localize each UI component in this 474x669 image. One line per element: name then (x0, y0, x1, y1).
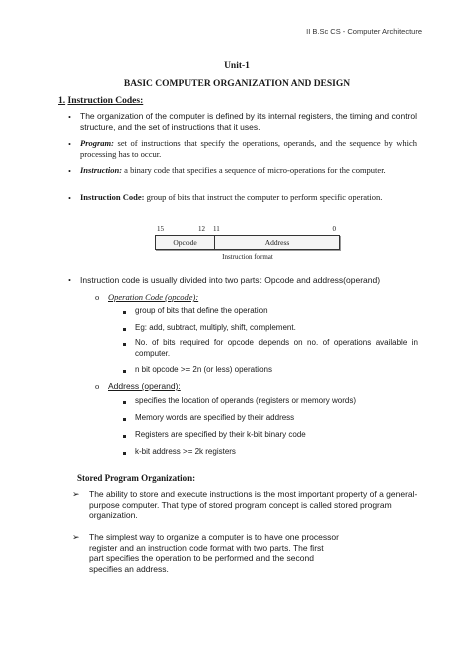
def-program: set of instructions that specify the operations, operands, and the sequence by which processing has to occur. (80, 138, 417, 159)
bullet-marker: • (68, 139, 71, 149)
address-field: Address (264, 238, 290, 247)
address-item: Registers are specified by their k-bit binary code (135, 430, 306, 439)
square-bullet (123, 311, 126, 314)
address-section-title: Address (operand): (108, 381, 181, 391)
bit-15-label: 15 (157, 225, 164, 233)
address-item: Memory words are specified by their address (135, 413, 295, 422)
opcode-item: Eg: add, subtract, multiply, shift, complement. (135, 323, 296, 332)
stored-item: The simplest way to organize a computer is to have one processor register and an instruction code format with two parts. The first part specifies the operation to be performed and the second specifies an address. (89, 532, 339, 574)
bullet-instruction-code (80, 192, 417, 203)
bullet-marker: • (68, 166, 71, 176)
bullet-marker: • (68, 112, 71, 122)
opcode-item: No. of bits required for opcode depends on no. of operations available in computer. (135, 338, 418, 358)
bit-11-label: 11 (213, 225, 220, 233)
stored-program-heading: Stored Program Organization: (77, 473, 196, 483)
arrow-marker: ➢ (72, 489, 80, 499)
term-instruction: Instruction: (80, 165, 123, 175)
course-header: II B.Sc CS - Computer Architecture (306, 27, 422, 36)
sub-marker: o (95, 381, 100, 391)
page-title: BASIC COMPUTER ORGANIZATION AND DESIGN (123, 79, 351, 89)
bullet-program (80, 138, 417, 159)
square-bullet (123, 418, 126, 421)
bullet-marker: • (68, 193, 71, 203)
term-instruction-code: Instruction Code: (80, 192, 145, 202)
address-item: specifies the location of operands (registers or memory words) (135, 396, 356, 405)
square-bullet (123, 328, 126, 331)
def-instruction: a binary code that specifies a sequence of micro-operations for the computer. (122, 165, 386, 175)
format-box (155, 235, 340, 250)
bullet-instruction (80, 165, 417, 176)
bit-0-label: 0 (332, 225, 336, 233)
opcode-item: n bit opcode >= 2n (or less) operations (135, 365, 272, 374)
square-bullet (123, 452, 126, 455)
address-item: k-bit address >= 2k registers (135, 447, 236, 456)
stored-item: The ability to store and execute instructions is the most important property of a general-purpose computer. That type of stored program concept is called stored program organization. (89, 489, 418, 520)
bullet-marker: • (68, 275, 71, 285)
opcode-section-title: Operation Code (opcode): (108, 292, 199, 302)
square-bullet (123, 435, 126, 438)
square-bullet (123, 401, 126, 404)
opcode-item: group of bits that define the operation (135, 306, 268, 315)
arrow-marker: ➢ (72, 532, 80, 542)
section-number: 1. (58, 96, 66, 106)
bullet-text: The organization of the computer is defined by its internal registers, the timing and control structure, and the set of instructions that it uses. (80, 111, 417, 132)
instruction-format-diagram (155, 225, 340, 261)
format-caption: Instruction format (222, 253, 273, 261)
def-instruction-code: group of bits that instruct the computer to perform specific operation. (144, 192, 383, 202)
sub-marker: o (95, 292, 100, 302)
unit-heading: Unit-1 (224, 61, 250, 71)
parts-bullet-text: Instruction code is usually divided into two parts: Opcode and address(operand) (80, 275, 381, 285)
bit-12-label: 12 (198, 225, 205, 233)
term-program: Program: (80, 138, 114, 148)
opcode-field: Opcode (156, 236, 215, 249)
section-heading (58, 96, 143, 106)
section-label: Instruction Codes: (67, 96, 144, 106)
bit-labels (155, 225, 340, 235)
square-bullet (123, 370, 126, 373)
square-bullet (123, 343, 126, 346)
